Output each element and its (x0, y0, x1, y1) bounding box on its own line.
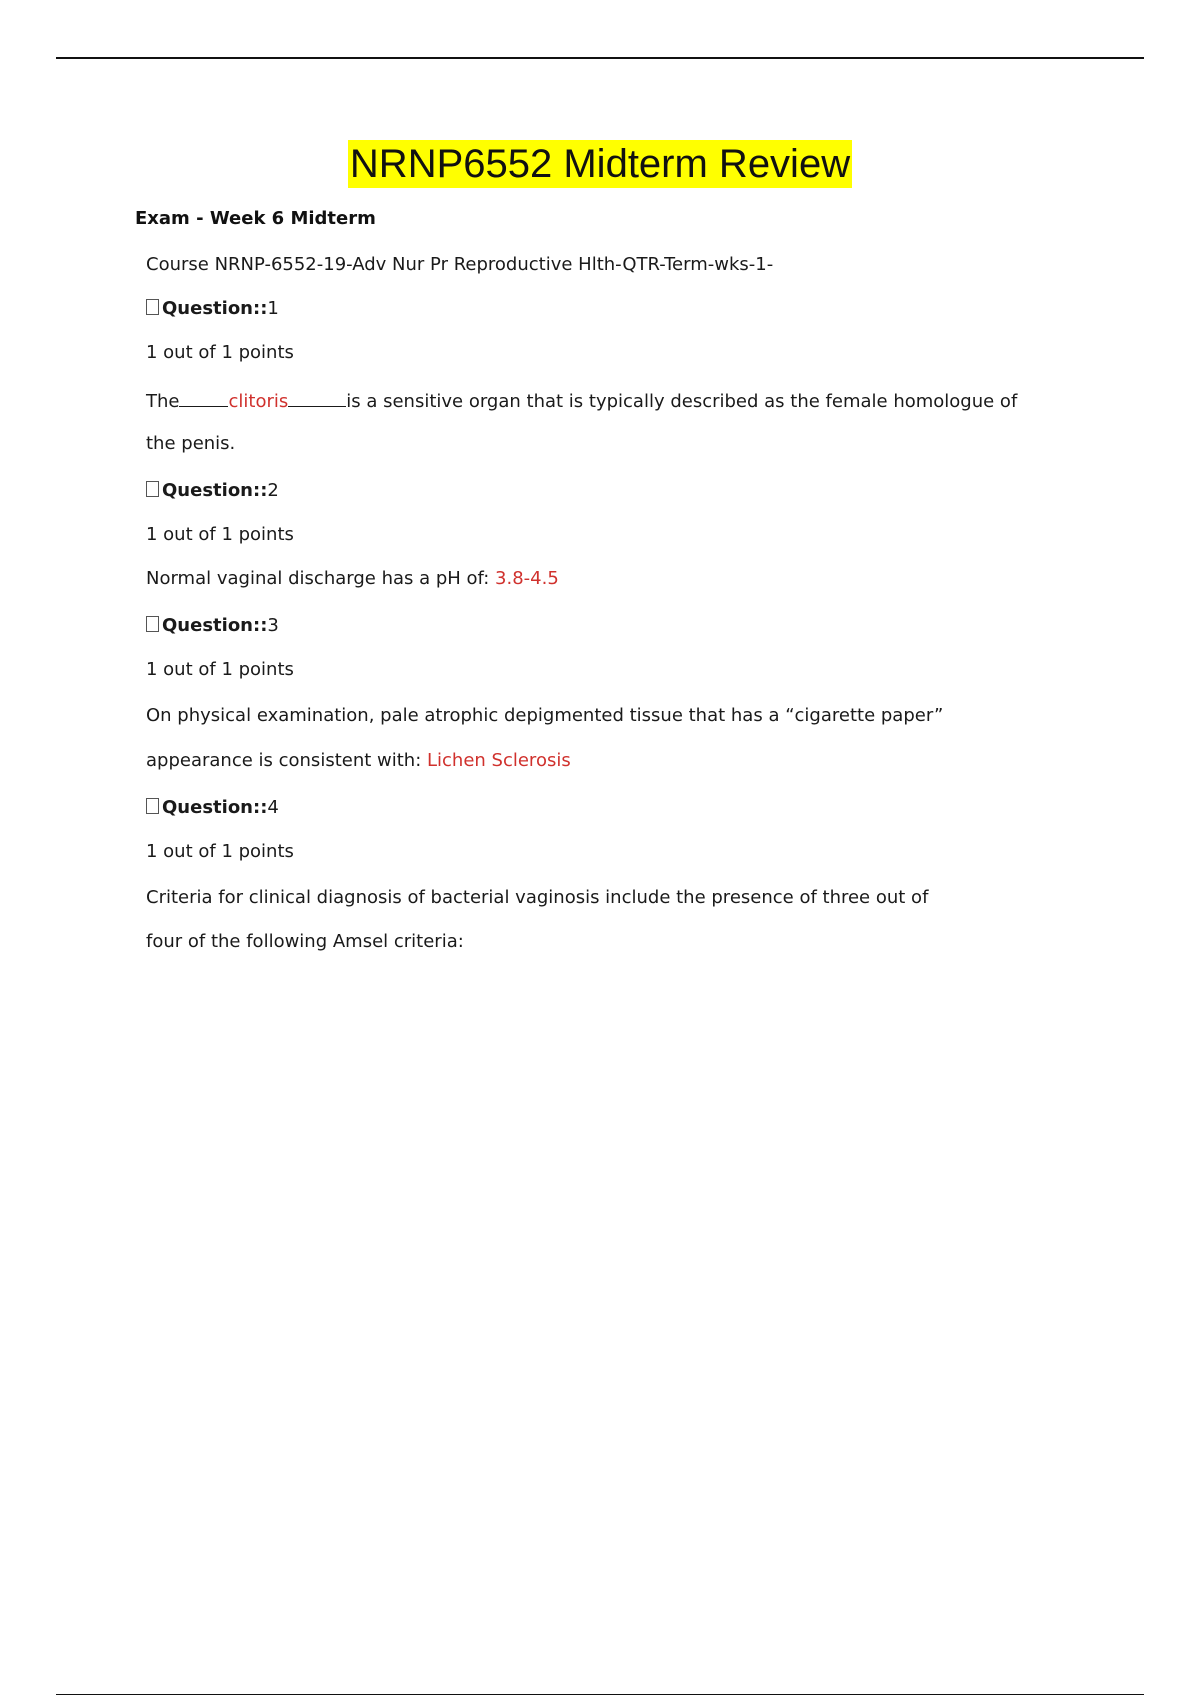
question-heading (146, 479, 279, 503)
question-text-continued: four of the following Amsel criteria: (146, 931, 464, 952)
header-rule (56, 57, 1144, 59)
title-container (0, 140, 1200, 188)
question-text-continued (146, 749, 571, 773)
question-points: 1 out of 1 points (146, 659, 294, 680)
question-number: 2 (267, 480, 279, 501)
question-points: 1 out of 1 points (146, 841, 294, 862)
question-points: 1 out of 1 points (146, 524, 294, 545)
question-number: 3 (267, 615, 279, 636)
page-title: NRNP6552 Midterm Review (349, 142, 851, 186)
question-points: 1 out of 1 points (146, 342, 294, 363)
answer-text: 3.8-4.5 (495, 568, 559, 589)
question-label: Question:: (162, 797, 268, 818)
question-box-icon (146, 616, 159, 632)
answer-blank-left (179, 386, 228, 407)
question-number: 1 (267, 298, 279, 319)
question-heading (146, 796, 279, 820)
answer-text: Lichen Sclerosis (427, 750, 571, 771)
question-text-before: The (146, 391, 180, 412)
question-text-continued: the penis. (146, 433, 236, 454)
question-number: 4 (267, 797, 279, 818)
question-label: Question:: (162, 298, 268, 319)
question-label: Question:: (162, 480, 268, 501)
question-heading (146, 297, 279, 321)
question-text-body: Normal vaginal discharge has a pH of: (146, 568, 496, 589)
footer-rule (56, 1694, 1144, 1695)
question-label: Question:: (162, 615, 268, 636)
question-heading (146, 614, 279, 638)
answer-text: clitoris (228, 391, 289, 412)
course-line: Course NRNP-6552-19-Adv Nur Pr Reproductive Hlth-QTR-Term-wks-1- (146, 254, 774, 275)
question-box-icon (146, 798, 159, 814)
answer-blank-right (288, 386, 346, 407)
question-box-icon (146, 299, 159, 315)
question-text: Criteria for clinical diagnosis of bacterial vaginosis include the presence of three out of (146, 887, 929, 908)
question-box-icon (146, 481, 159, 497)
question-text-body: appearance is consistent with: (146, 750, 427, 771)
exam-label: Exam - Week 6 Midterm (135, 208, 376, 229)
question-text: On physical examination, pale atrophic depigmented tissue that has a “cigarette paper” (146, 705, 944, 726)
question-text (146, 567, 559, 591)
question-text (146, 386, 1017, 414)
question-text-after: is a sensitive organ that is typically described as the female homologue of (346, 391, 1018, 412)
